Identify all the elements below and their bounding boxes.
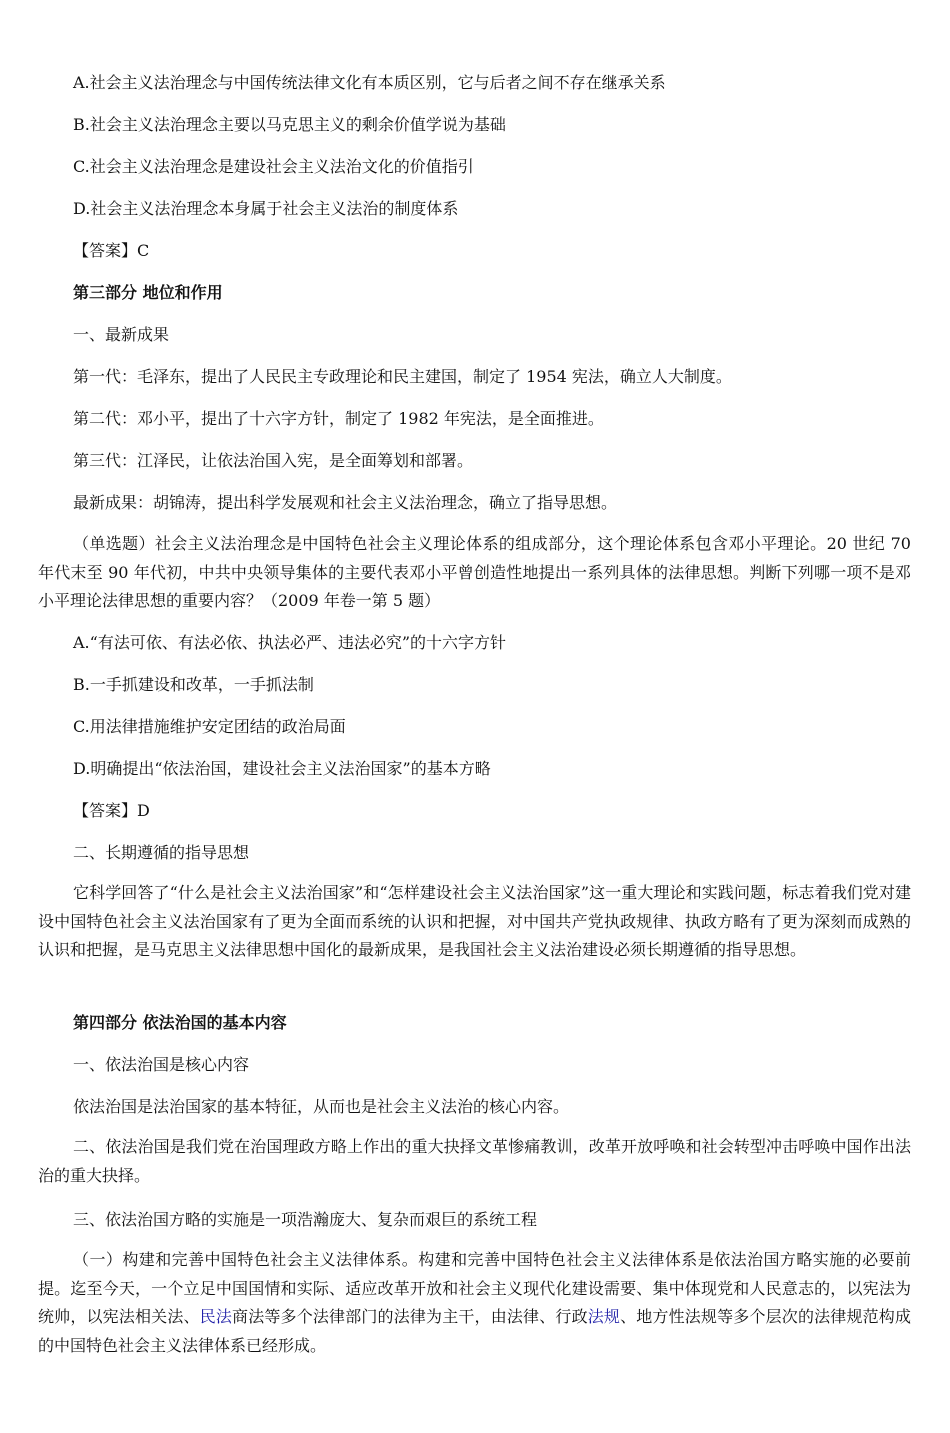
subsection1-text-3: 、地方性法规等多个层次的法律规范构成的中国特色社会主义法律体系已经形成。: [38, 1307, 911, 1355]
subsection1-text-1: （一）构建和完善中国特色社会主义法律体系。构建和完善中国特色社会主义法律体系是依法治国方略实施的必要前提。迄至今天，一个立足中国国情和实际、适应改革开放和社会主义现代化建设需要、集中体现党和人民意志的，以宪法为统帅，以宪法相关法、: [38, 1250, 911, 1326]
part3-section1-title: 一、最新成果: [73, 325, 170, 344]
q1-option-a: A.社会主义法治理念与中国传统法律文化有本质区别，它与后者之间不存在继承关系: [73, 73, 666, 92]
part4-subsection1: [38, 1246, 911, 1360]
q2-option-c: C.用法律措施维护安定团结的政治局面: [73, 717, 346, 736]
q2-question: （单选题）社会主义法治理念是中国特色社会主义理论体系的组成部分，这个理论体系包含邓小平理论。20 世纪 70 年代末至 90 年代初，中共中央领导集体的主要代表邓小平曾创造性地提出一系列具体的法律思想。判断下列哪一项不是邓小平理论法律思想的重要内容？（2009 年卷一第 5 题）: [38, 534, 911, 610]
part4-section1-body: 依法治国是法治国家的基本特征，从而也是社会主义法治的核心内容。: [73, 1097, 570, 1116]
generation-1-text: 第一代：毛泽东，提出了人民民主专政理论和民主建国，制定了 1954 宪法，确立人大制度。: [73, 367, 732, 386]
q1-option-d: D.社会主义法治理念本身属于社会主义法治的制度体系: [73, 199, 459, 218]
q1-option-b: B.社会主义法治理念主要以马克思主义的剩余价值学说为基础: [73, 115, 506, 134]
q2-option-d: D.明确提出“依法治国，建设社会主义法治国家”的基本方略: [73, 759, 491, 778]
part3-heading: 第三部分 地位和作用: [73, 283, 223, 302]
part3-section2-body: 它科学回答了“什么是社会主义法治国家”和“怎样建设社会主义法治国家”这一重大理论和实践问题，标志着我们党对建设中国特色社会主义法治国家有了更为全面而系统的认识和把握，对中国共产党执政规律、执政方略有了更为深刻而成熟的认识和把握，是马克思主义法律思想中国化的最新成果，是我国社会主义法治建设必须长期遵循的指导思想。: [38, 883, 911, 959]
subsection1-text-2: 商法等多个法律部门的法律为主干，由法律、行政: [232, 1307, 588, 1326]
civil-law-link[interactable]: 民法: [199, 1307, 233, 1326]
generation-2-text: 第二代：邓小平，提出了十六字方针，制定了 1982 年宪法，是全面推进。: [73, 409, 604, 428]
q1-option-c: C.社会主义法治理念是建设社会主义法治文化的价值指引: [73, 157, 474, 176]
part4-section3-title: 三、依法治国方略的实施是一项浩瀚庞大、复杂而艰巨的系统工程: [73, 1210, 538, 1229]
q2-option-a: A.“有法可依、有法必依、执法必严、违法必究”的十六字方针: [73, 633, 507, 652]
part4-section1-title: 一、依法治国是核心内容: [73, 1055, 250, 1074]
q2-answer: 【答案】D: [73, 801, 150, 820]
part4-section2: 二、依法治国是我们党在治国理政方略上作出的重大抉择文革惨痛教训，改革开放呼唤和社会转型冲击呼唤中国作出法治的重大抉择。: [38, 1137, 911, 1185]
part4-heading: 第四部分 依法治国的基本内容: [73, 1013, 287, 1032]
latest-achievement-text: 最新成果：胡锦涛，提出科学发展观和社会主义法治理念，确立了指导思想。: [73, 493, 618, 512]
part3-section2-title: 二、长期遵循的指导思想: [73, 843, 250, 862]
q1-answer: 【答案】C: [73, 241, 150, 260]
regulations-link[interactable]: 法规: [587, 1307, 621, 1326]
generation-3-text: 第三代：江泽民，让依法治国入宪，是全面筹划和部署。: [73, 451, 474, 470]
q2-option-b: B.一手抓建设和改革，一手抓法制: [73, 675, 314, 694]
